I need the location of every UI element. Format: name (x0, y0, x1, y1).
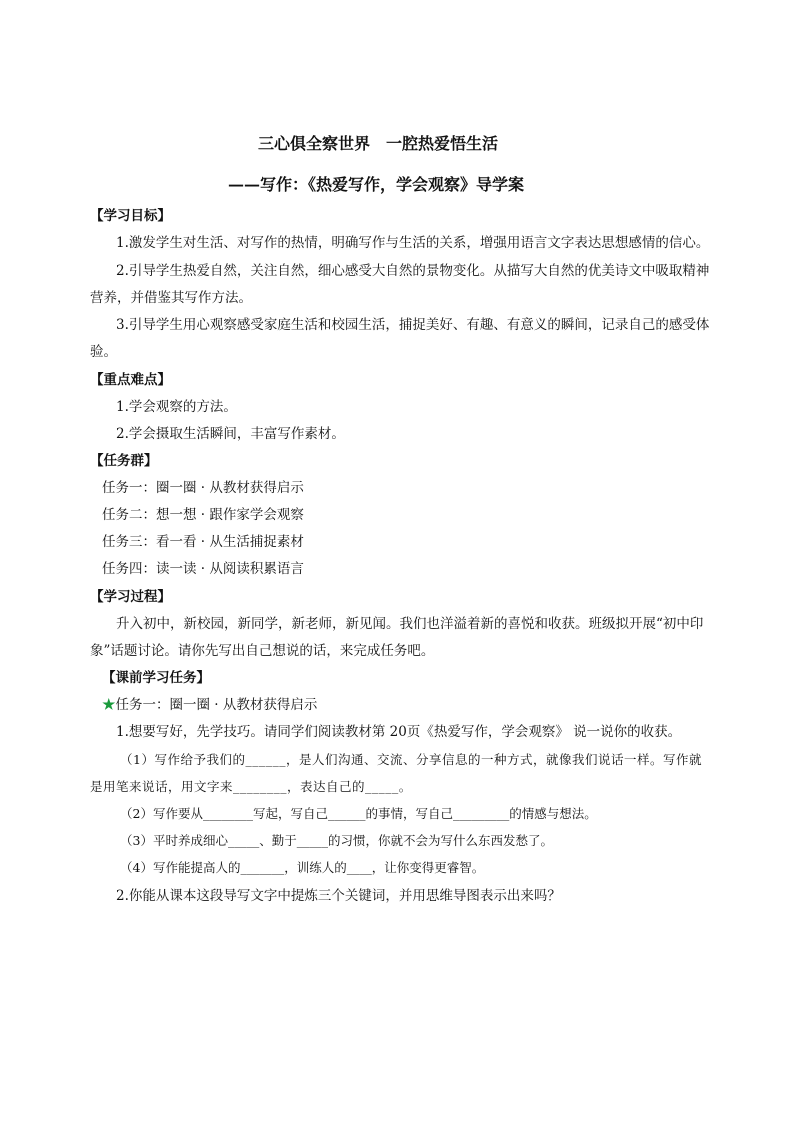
section-heading-process: 【学习过程】 (90, 589, 171, 605)
task-item-3: 任务三：看一看 · 从生活捕捉素材 (102, 534, 304, 550)
goal-3-line-1: 3.引导学生用心观察感受家庭生活和校园生活，捕捉美好、有趣、有意义的瞬间，记录自己的感受体 (116, 317, 710, 333)
key-point-2: 2.学会摄取生活瞬间，丰富写作素材。 (116, 426, 345, 442)
goal-2-line-2: 营养，并借鉴其写作方法。 (90, 290, 252, 306)
fill-blank-2: （2）写作要从________写起，写自己______的事情，写自己_________的情感与想法。 (120, 806, 597, 821)
task-item-4: 任务四：读一读 · 从阅读积累语言 (102, 561, 304, 577)
intro-line-2: 象”话题讨论。请你先写出自己想说的话，来完成任务吧。 (90, 643, 435, 659)
section-heading-tasks: 【任务群】 (90, 453, 158, 469)
goal-1: 1.激发学生对生活、对写作的热情，明确写作与生活的关系，增强用语言文字表达思想感情的信心。 (116, 235, 710, 251)
document-title: 三心俱全察世界 一腔热爱悟生活 (258, 134, 499, 153)
key-point-1: 1.学会观察的方法。 (116, 399, 237, 415)
question-1: 1.想要写好，先学技巧。请同学们阅读教材第 20页《热爱写作，学会观察》 说一说你的收获。 (116, 724, 682, 740)
task-item-2: 任务二：想一想 · 跟作家学会观察 (102, 507, 304, 523)
fill-blank-1-line-2: 是用笔来说话，用文字来________，表达自己的_____。 (90, 779, 412, 794)
star-icon: ★ (102, 697, 116, 713)
task-one-heading (102, 696, 317, 714)
fill-blank-3: （3）平时养成细心_____、勤于_____的习惯，你就不会为写什么东西发愁了。 (120, 833, 553, 848)
fill-blank-4: （4）写作能提高人的_______，训练人的____，让你变得更睿智。 (120, 860, 485, 875)
fill-blank-1-line-1: （1）写作给予我们的______，是人们沟通、交流、分享信息的一种方式，就像我们说话一样。写作就 (120, 752, 702, 767)
document-subtitle: ——写作：《热爱写作，学会观察》导学案 (228, 175, 525, 194)
task-one-label: 任务一：圈一圈 · 从教材获得启示 (115, 697, 318, 713)
task-item-1: 任务一：圈一圈 · 从教材获得启示 (102, 480, 304, 496)
section-heading-key-points: 【重点难点】 (90, 372, 171, 388)
question-2: 2.你能从课本这段导写文字中提炼三个关键词，并用思维导图表示出来吗？ (116, 888, 561, 904)
pre-class-task-heading: 【课前学习任务】 (102, 670, 210, 686)
section-heading-goals: 【学习目标】 (90, 208, 171, 224)
goal-2-line-1: 2.引导学生热爱自然，关注自然，细心感受大自然的景物变化。从描写大自然的优美诗文中吸取精神 (116, 263, 710, 279)
goal-3-line-2: 验。 (90, 344, 117, 360)
intro-line-1: 升入初中，新校园，新同学，新老师，新见闻。我们也洋溢着新的喜悦和收获。班级拟开展“初中印 (116, 616, 704, 632)
